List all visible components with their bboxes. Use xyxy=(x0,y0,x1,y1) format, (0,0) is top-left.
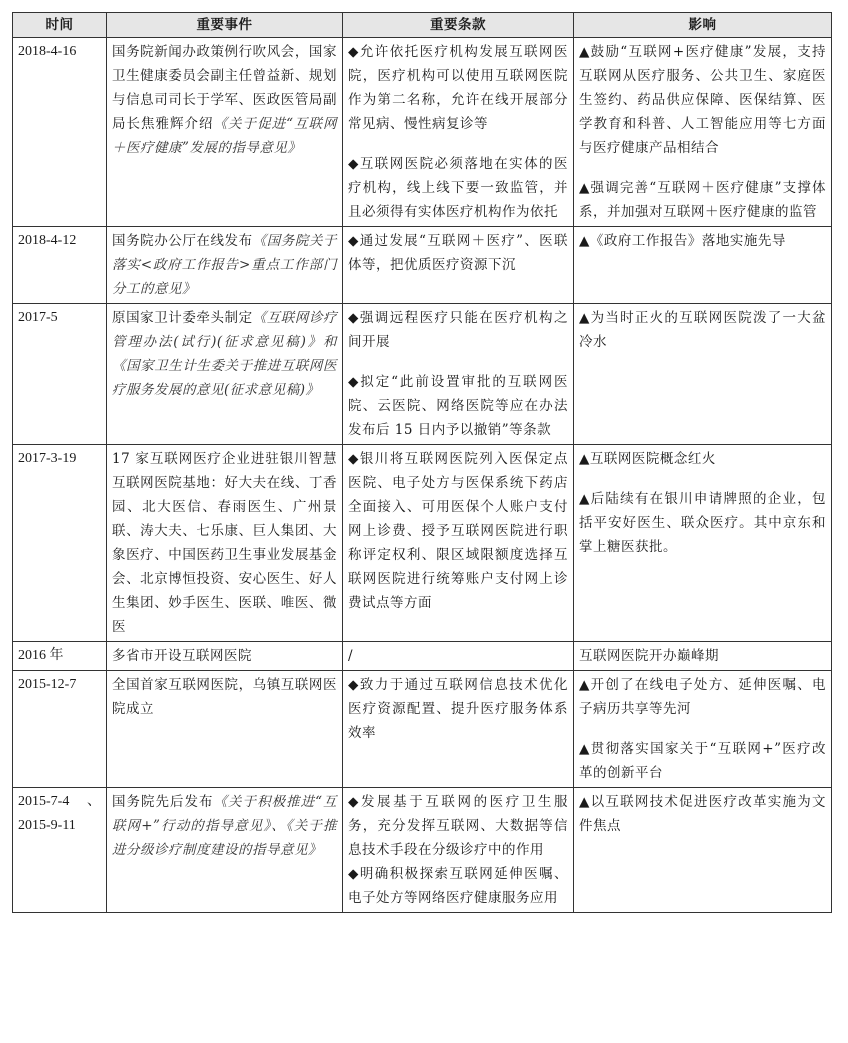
impact-item: ▲鼓励“互联网+医疗健康”发展，支持互联网从医疗服务、公共卫生、家庭医生签约、药品供应保障、医保结算、医学教育和科普、人工智能应用等七方面与医疗健康产品相结合 xyxy=(579,44,826,156)
cell-time: 2015-12-7 xyxy=(13,671,107,788)
impact-item: ▲后陆续有在银川申请牌照的企业，包括平安好医生、联众医疗。其中京东和掌上糖医获批。 xyxy=(579,491,826,555)
clause-item: ◆银川将互联网医院列入医保定点医院、电子处方与医保系统下药店全面接入、可用医保个人账户支付网上诊费、授予互联网医院进行职称评定权利、限区域限额度选择互联网医院进行统筹账户支付网上诊费试点等方面 xyxy=(348,451,568,611)
table-row xyxy=(13,445,832,642)
impact-item: ▲开创了在线电子处方、延伸医嘱、电子病历共享等先河 xyxy=(579,677,826,717)
clause-item: ◆致力于通过互联网信息技术优化医疗资源配置、提升医疗服务体系效率 xyxy=(348,677,568,741)
clause-item: ◆明确积极探索互联网延伸医嘱、电子处方等网络医疗健康服务应用 xyxy=(348,866,568,906)
clause-item: ◆发展基于互联网的医疗卫生服务，充分发挥互联网、大数据等信息技术手段在分级诊疗中的作用 xyxy=(348,794,568,858)
impact-item: ▲为当时正火的互联网医院泼了一大盆冷水 xyxy=(579,310,826,350)
cell-impact xyxy=(574,304,832,445)
table-row xyxy=(13,788,832,913)
impact-item: 互联网医院开办巅峰期 xyxy=(579,648,719,664)
table-body xyxy=(13,38,832,913)
impact-item: ▲《政府工作报告》落地实施先导 xyxy=(579,233,786,249)
clause-item: ◆强调远程医疗只能在医疗机构之间开展 xyxy=(348,310,568,350)
cell-impact xyxy=(574,642,832,671)
cell-clauses xyxy=(343,671,574,788)
cell-event xyxy=(107,671,343,788)
cell-event xyxy=(107,642,343,671)
table-row xyxy=(13,642,832,671)
cell-clauses xyxy=(343,788,574,913)
table-row xyxy=(13,671,832,788)
cell-time: 2015-7-4、2015-9-11 xyxy=(13,788,107,913)
cell-impact xyxy=(574,671,832,788)
event-text: 17 家互联网医疗企业进驻银川智慧互联网医院基地：好大夫在线、丁香园、北大医信、春雨医生、广州景联、涛大夫、七乐康、巨人集团、大象医疗、中国医药卫生事业发展基金会、北京博恒投资、安心医生、好人生集团、妙手医生、医联、唯医、微医 xyxy=(112,451,337,635)
clause-item: ◆拟定“此前设置审批的互联网医院、云医院、网络医院等应在办法发布后 15 日内予以撤销”等条款 xyxy=(348,374,568,438)
cell-time: 2016 年 xyxy=(13,642,107,671)
cell-time: 2017-3-19 xyxy=(13,445,107,642)
cell-time: 2017-5 xyxy=(13,304,107,445)
event-text: 国务院先后发布 xyxy=(112,794,214,810)
event-text: 国务院新闻办政策例行吹风会，国家卫生健康委员会副主任曾益新、规划与信息司司长于学军、医政医管局副局长焦雅辉介绍 xyxy=(112,44,337,132)
event-text: 全国首家互联网医院，乌镇互联网医院成立 xyxy=(112,677,337,717)
table-row xyxy=(13,38,832,227)
document-title: 《关于促进“互联网＋医疗健康”发展的指导意见》 xyxy=(112,116,337,156)
clause-item: ◆允许依托医疗机构发展互联网医院，医疗机构可以使用互联网医院作为第二名称，允许在线开展部分常见病、慢性病复诊等 xyxy=(348,44,568,132)
table-row xyxy=(13,227,832,304)
cell-event xyxy=(107,227,343,304)
clause-item: ◆互联网医院必须落地在实体的医疗机构，线上线下要一致监管，并且必须得有实体医疗机构作为依托 xyxy=(348,156,568,220)
clause-item: / xyxy=(348,648,354,664)
clause-item: ◆通过发展“互联网＋医疗”、医联体等，把优质医疗资源下沉 xyxy=(348,233,568,273)
cell-clauses xyxy=(343,304,574,445)
cell-impact xyxy=(574,227,832,304)
cell-clauses xyxy=(343,445,574,642)
cell-clauses xyxy=(343,38,574,227)
cell-time: 2018-4-12 xyxy=(13,227,107,304)
cell-clauses xyxy=(343,227,574,304)
header-impact: 影响 xyxy=(574,13,832,38)
impact-item: ▲互联网医院概念红火 xyxy=(579,451,716,467)
header-clauses: 重要条款 xyxy=(343,13,574,38)
cell-impact xyxy=(574,788,832,913)
cell-time: 2018-4-16 xyxy=(13,38,107,227)
cell-event xyxy=(107,304,343,445)
policy-timeline-table xyxy=(12,12,832,913)
impact-item: ▲强调完善“互联网＋医疗健康”支撑体系，并加强对互联网＋医疗健康的监管 xyxy=(579,180,826,220)
event-text: 多省市开设互联网医院 xyxy=(112,648,252,664)
event-text: 国务院办公厅在线发布 xyxy=(112,233,253,249)
event-text: 原国家卫计委牵头制定 xyxy=(112,310,253,326)
document-title: 《国务院关于落实<政府工作报告>重点工作部门分工的意见》 xyxy=(112,233,338,297)
cell-impact xyxy=(574,38,832,227)
impact-item: ▲贯彻落实国家关于“互联网+”医疗改革的创新平台 xyxy=(579,741,826,781)
header-event: 重要事件 xyxy=(107,13,343,38)
table-row xyxy=(13,304,832,445)
cell-event xyxy=(107,445,343,642)
header-row xyxy=(13,13,832,38)
document-title: 《互联网诊疗管理办法(试行)(征求意见稿)》和《国家卫生计生委关于推进互联网医疗服务发展的意见(征求意见稿)》 xyxy=(112,310,338,398)
cell-event xyxy=(107,788,343,913)
document-title: 《关于积极推进“互联网+”行动的指导意见》、《关于推进分级诊疗制度建设的指导意见》 xyxy=(112,794,337,858)
cell-clauses xyxy=(343,642,574,671)
impact-item: ▲以互联网技术促进医疗改革实施为文件焦点 xyxy=(579,794,826,834)
cell-event xyxy=(107,38,343,227)
header-time: 时间 xyxy=(13,13,107,38)
cell-impact xyxy=(574,445,832,642)
